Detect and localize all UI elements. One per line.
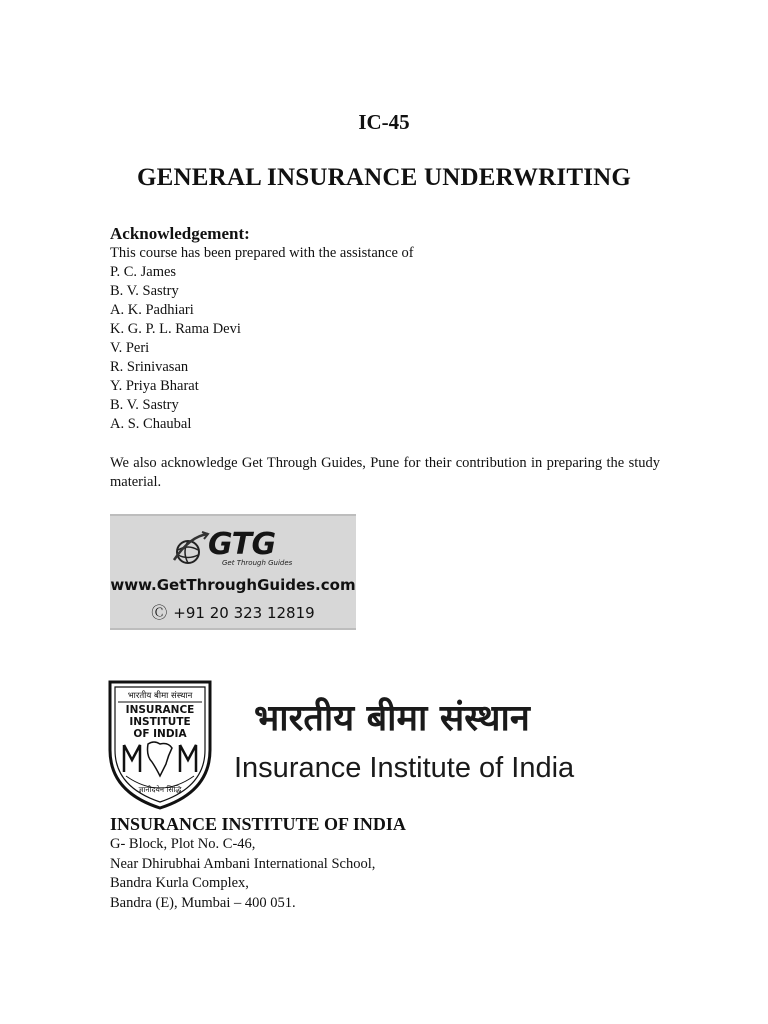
- contributor-name: R. Srinivasan: [110, 359, 189, 375]
- acknowledgement-heading: Acknowledgement:: [110, 224, 250, 243]
- address-line: Bandra Kurla Complex,: [110, 875, 249, 891]
- gtg-globe-icon: [170, 530, 210, 570]
- contributor-list: [110, 263, 662, 434]
- gtg-phone-number: +91 20 323 12819: [173, 604, 315, 622]
- contributor-name: A. S. Chaubal: [110, 416, 192, 432]
- contributor-name: Y. Priya Bharat: [110, 378, 199, 394]
- contribution-note: We also acknowledge Get Through Guides, Pune for their contribution in preparing the study material.: [110, 455, 660, 490]
- acknowledgement-section: [110, 224, 662, 434]
- gtg-phone-row: [110, 600, 356, 623]
- acknowledgement-intro: This course has been prepared with the assistance of: [110, 245, 414, 261]
- gtg-website: www.GetThroughGuides.com: [110, 576, 356, 594]
- contributor-name: V. Peri: [110, 340, 150, 356]
- institute-english-name: Insurance Institute of India: [234, 752, 575, 784]
- gtg-banner: [110, 514, 356, 630]
- institute-hindi-name: भारतीय बीमा संस्थान: [254, 698, 530, 739]
- svg-text:INSTITUTE: INSTITUTE: [129, 716, 191, 728]
- address-line: Bandra (E), Mumbai – 400 051.: [110, 894, 296, 911]
- svg-text:OF INDIA: OF INDIA: [133, 728, 187, 740]
- institute-seal-logo: [108, 680, 212, 810]
- contributor-name: B. V. Sastry: [110, 397, 179, 413]
- institute-address: [110, 813, 670, 913]
- contributor-name: P. C. James: [110, 264, 177, 280]
- course-title: GENERAL INSURANCE UNDERWRITING: [136, 164, 632, 191]
- contributor-name: K. G. P. L. Rama Devi: [110, 321, 241, 337]
- address-organization: INSURANCE INSTITUTE OF INDIA: [110, 814, 406, 834]
- svg-text:ज्ञानोदयेन सिद्धि: ज्ञानोदयेन सिद्धि: [138, 785, 182, 794]
- phone-copyright-icon: Ⓒ: [151, 603, 168, 622]
- course-code: IC-45: [358, 110, 410, 134]
- address-line: G- Block, Plot No. C-46,: [110, 836, 256, 852]
- contributor-name: A. K. Padhiari: [110, 302, 194, 318]
- svg-text:INSURANCE: INSURANCE: [125, 704, 195, 716]
- gtg-tagline: Get Through Guides: [222, 559, 293, 567]
- gtg-logo: [170, 527, 310, 570]
- svg-text:भारतीय बीमा संस्थान: भारतीय बीमा संस्थान: [127, 691, 193, 701]
- gtg-logo-text: GTG: [208, 527, 276, 562]
- contributor-name: B. V. Sastry: [110, 283, 179, 299]
- address-line: Near Dhirubhai Ambani International School,: [110, 855, 376, 872]
